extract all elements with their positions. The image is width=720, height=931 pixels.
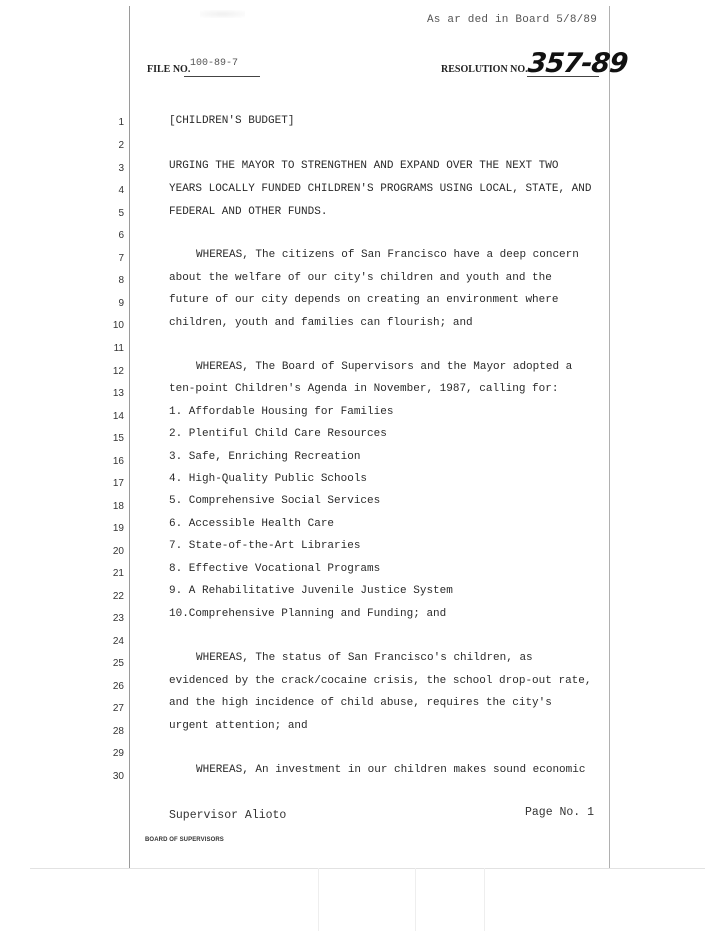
line-number: 17 (112, 478, 124, 489)
whereas-3-line: and the high incidence of child abuse, requires the city's (169, 697, 552, 709)
agenda-item: 9. A Rehabilitative Juvenile Justice System (169, 585, 453, 597)
whereas-4-line: WHEREAS, An investment in our children makes sound economic (196, 764, 586, 776)
heading-line: FEDERAL AND OTHER FUNDS. (169, 206, 328, 218)
whereas-1-line: children, youth and families can flourish; and (169, 317, 473, 329)
file-no-underline (184, 76, 260, 77)
line-number: 11 (113, 343, 124, 354)
file-no-value: 100-89-7 (190, 58, 239, 69)
amended-note: As ar ded in Board 5/8/89 (427, 14, 598, 26)
line-number: 1 (118, 117, 124, 128)
agenda-item: 5. Comprehensive Social Services (169, 495, 381, 507)
whereas-1-line: future of our city depends on creating an environment where (169, 294, 559, 306)
agenda-item: 3. Safe, Enriching Recreation (169, 451, 361, 463)
agenda-item: 10.Comprehensive Planning and Funding; and (169, 608, 447, 620)
whereas-3-line: urgent attention; and (169, 720, 308, 732)
agenda-item: 6. Accessible Health Care (169, 518, 335, 530)
line-number: 19 (112, 523, 124, 534)
heading-line: URGING THE MAYOR TO STRENGTHEN AND EXPAND OVER THE NEXT TWO (169, 160, 559, 172)
line-number: 21 (112, 568, 124, 579)
whereas-3-line: WHEREAS, The status of San Francisco's children, as (196, 652, 533, 664)
line-number: 5 (118, 208, 124, 219)
page-number: Page No. 1 (525, 806, 595, 819)
line-number: 7 (118, 253, 124, 264)
line-number: 27 (112, 703, 124, 714)
line-number: 25 (112, 658, 124, 669)
right-margin-rule (609, 6, 610, 868)
heading-line: YEARS LOCALLY FUNDED CHILDREN'S PROGRAMS USING LOCAL, STATE, AND (169, 183, 592, 195)
line-number: 3 (118, 163, 124, 174)
resolution-title: [CHILDREN'S BUDGET] (169, 115, 295, 127)
agenda-item: 2. Plentiful Child Care Resources (169, 428, 387, 440)
line-number: 12 (112, 366, 124, 377)
line-number: 29 (112, 748, 124, 759)
whereas-1-line: WHEREAS, The citizens of San Francisco have a deep concern (196, 249, 579, 261)
scan-artifact-line (415, 868, 416, 931)
line-number: 4 (118, 185, 124, 196)
agenda-item: 8. Effective Vocational Programs (169, 563, 381, 575)
resolution-no-label: RESOLUTION NO. (441, 64, 528, 75)
board-of-supervisors-label: BOARD OF SUPERVISORS (145, 837, 224, 843)
scan-artifact-line (318, 868, 319, 931)
line-number: 18 (112, 501, 124, 512)
line-number: 30 (112, 771, 124, 782)
whereas-1-line: about the welfare of our city's children and youth and the (169, 272, 552, 284)
page-bottom-edge (30, 868, 705, 869)
line-number: 6 (118, 230, 124, 241)
scan-smudge (200, 10, 245, 18)
line-number: 2 (118, 140, 124, 151)
resolution-no-value: 357-89 (526, 48, 629, 79)
line-number: 23 (112, 613, 124, 624)
agenda-item: 7. State-of-the-Art Libraries (169, 540, 361, 552)
file-no-label: FILE NO. (147, 64, 191, 75)
line-number: 10 (112, 320, 124, 331)
line-number: 24 (112, 636, 124, 647)
line-number: 28 (112, 726, 124, 737)
line-number: 20 (112, 546, 124, 557)
whereas-3-line: evidenced by the crack/cocaine crisis, the school drop-out rate, (169, 675, 592, 687)
line-number: 8 (118, 275, 124, 286)
agenda-item: 4. High-Quality Public Schools (169, 473, 368, 485)
line-number: 15 (112, 433, 124, 444)
agenda-item: 1. Affordable Housing for Families (169, 406, 394, 418)
whereas-2-line: ten-point Children's Agenda in November, 1987, calling for: (169, 383, 559, 395)
line-number: 13 (112, 388, 124, 399)
line-number: 14 (112, 411, 124, 422)
scan-artifact-line (484, 868, 485, 931)
left-margin-rule (129, 6, 130, 868)
line-number: 9 (118, 298, 124, 309)
line-number: 26 (112, 681, 124, 692)
line-number: 22 (112, 591, 124, 602)
sponsor-name: Supervisor Alioto (169, 809, 287, 822)
line-number: 16 (112, 456, 124, 467)
whereas-2-line: WHEREAS, The Board of Supervisors and the Mayor adopted a (196, 361, 573, 373)
